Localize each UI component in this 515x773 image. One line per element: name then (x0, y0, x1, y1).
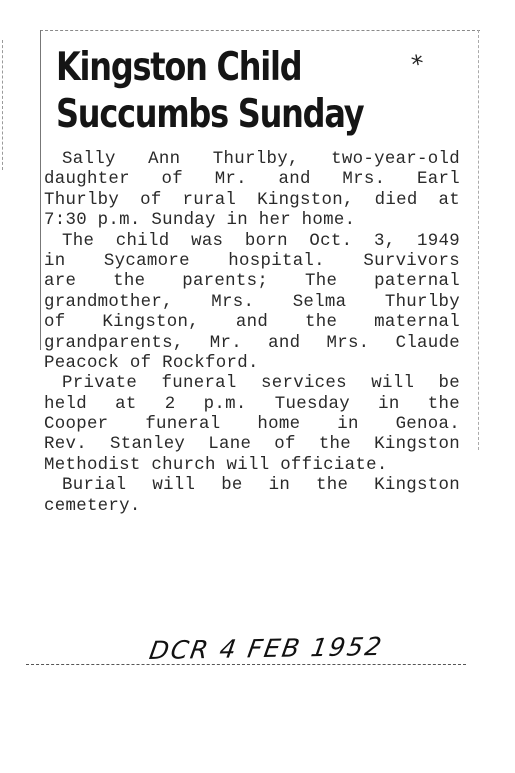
article-body (44, 150, 460, 517)
body-line: 7:30 p.m. Sunday in her home. (44, 211, 356, 231)
body-line: in Sycamore hospital. Survivors (44, 251, 460, 271)
body-line: Methodist church will officiate. (44, 455, 388, 475)
body-line: The child was born Oct. 3, 1949 (62, 231, 460, 251)
headline-line-2: Succumbs Sunday (56, 92, 364, 137)
headline-line-1: Kingston Child (56, 45, 302, 90)
body-line: Peacock of Rockford. (44, 353, 259, 373)
body-line: held at 2 p.m. Tuesday in the (44, 394, 460, 414)
clipping-bottom-edge (26, 664, 466, 666)
clipping-left-edge (40, 30, 42, 350)
handwritten-asterisk-mark: * (409, 49, 427, 79)
clipping-top-edge (40, 30, 480, 32)
body-line: of Kingston, and the maternal (44, 313, 460, 333)
body-line: Sally Ann Thurlby, two-year-old (62, 150, 460, 169)
body-line: grandparents, Mr. and Mrs. Claude (44, 333, 460, 353)
body-line: Rev. Stanley Lane of the Kingston (44, 435, 460, 455)
body-line: cemetery. (44, 496, 141, 516)
body-line: Burial will be in the Kingston (62, 476, 460, 496)
body-line: grandmother, Mrs. Selma Thurlby (44, 292, 460, 312)
body-line: Thurlby of rural Kingston, died at (44, 190, 460, 210)
body-line: Private funeral services will be (62, 374, 460, 394)
article-headline (56, 44, 364, 138)
handwritten-source-date: DCR 4 FEB 1952 (147, 631, 386, 666)
body-line: daughter of Mr. and Mrs. Earl (44, 170, 460, 190)
clipping-right-edge (478, 30, 480, 450)
body-line: Cooper funeral home in Genoa. (44, 415, 460, 435)
scan-edge-left (2, 40, 4, 170)
body-line: are the parents; The paternal (44, 272, 460, 292)
